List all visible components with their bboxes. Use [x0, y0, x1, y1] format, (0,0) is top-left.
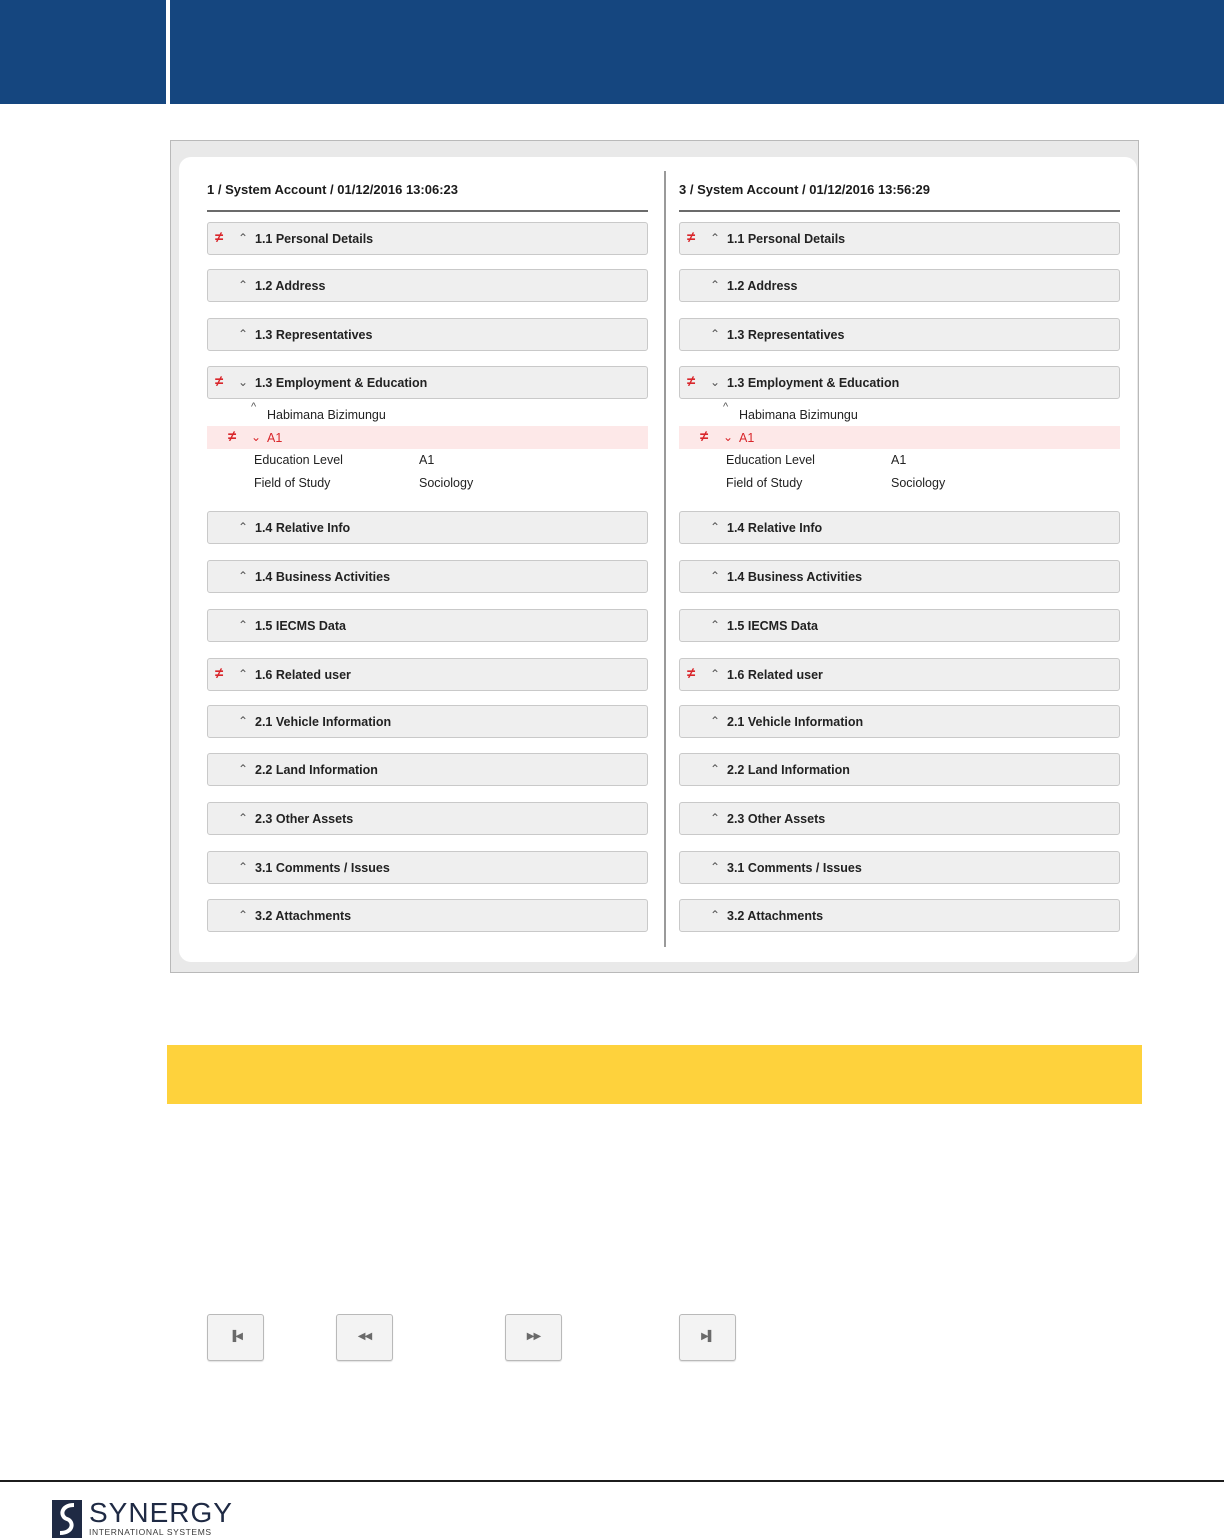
section-label: 2.2 Land Information: [255, 763, 378, 777]
section-header[interactable]: [207, 269, 648, 302]
next-record-button[interactable]: [505, 1314, 562, 1361]
field-value: A1: [419, 453, 435, 467]
section-label: 2.1 Vehicle Information: [727, 715, 864, 729]
synergy-logo-icon: [52, 1500, 82, 1538]
chevron-up-icon[interactable]: ⌃: [710, 908, 721, 922]
section-label: 1.4 Relative Info: [727, 521, 823, 535]
previous-icon: ◀◀: [357, 1331, 372, 1342]
field-label: Field of Study: [254, 476, 331, 490]
section-label: 1.3 Employment & Education: [255, 376, 428, 390]
comparison-screenshot: [170, 140, 1139, 973]
section-header[interactable]: [207, 318, 648, 351]
chevron-up-icon[interactable]: ⌃: [238, 278, 249, 292]
logo-tagline: INTERNATIONAL SYSTEMS: [89, 1527, 212, 1537]
field-label: Field of Study: [726, 476, 803, 490]
section-label: 1.6 Related user: [255, 668, 351, 682]
section-header[interactable]: [207, 899, 648, 932]
chevron-up-icon[interactable]: ⌃: [238, 569, 249, 583]
chevron-up-icon[interactable]: ⌃: [238, 231, 249, 245]
section-header[interactable]: [679, 366, 1120, 399]
last-record-button[interactable]: [679, 1314, 736, 1361]
section-header[interactable]: [679, 511, 1120, 544]
section-label: 3.1 Comments / Issues: [727, 861, 862, 875]
section-label: 1.1 Personal Details: [727, 232, 846, 246]
section-header[interactable]: [207, 753, 648, 786]
first-icon: ▐◀: [229, 1331, 242, 1342]
owner-name: Habimana Bizimungu: [739, 408, 858, 422]
chevron-up-icon[interactable]: ⌃: [238, 520, 249, 534]
synergy-logo: [52, 1497, 233, 1538]
section-label: 1.2 Address: [727, 279, 798, 293]
section-header[interactable]: [207, 705, 648, 738]
section-label: 1.5 IECMS Data: [727, 619, 819, 633]
chevron-up-icon[interactable]: ⌃: [238, 811, 249, 825]
chevron-down-icon[interactable]: ⌄: [710, 375, 721, 389]
section-label: 1.3 Representatives: [255, 328, 373, 342]
section-header[interactable]: [679, 705, 1120, 738]
chevron-up-icon[interactable]: ⌃: [710, 811, 721, 825]
section-header[interactable]: [207, 511, 648, 544]
section-header[interactable]: [679, 560, 1120, 593]
column-divider: [664, 171, 666, 947]
chevron-up-icon[interactable]: ⌃: [710, 667, 721, 681]
chevron-down-icon[interactable]: ⌄: [238, 375, 249, 389]
changed-record-row[interactable]: [207, 426, 648, 449]
chevron-up-icon[interactable]: ⌃: [238, 860, 249, 874]
section-label: 2.3 Other Assets: [255, 812, 354, 826]
chevron-up-icon[interactable]: ⌃: [238, 667, 249, 681]
field-label: Education Level: [254, 453, 343, 467]
section-header[interactable]: [679, 658, 1120, 691]
field-label: Education Level: [726, 453, 815, 467]
employment-details: [679, 399, 1120, 499]
chevron-up-icon[interactable]: ⌃: [710, 860, 721, 874]
chevron-up-icon[interactable]: ⌃: [238, 908, 249, 922]
first-record-button[interactable]: [207, 1314, 264, 1361]
header-banner: [0, 0, 1224, 104]
chevron-down-icon[interactable]: ⌄: [251, 430, 262, 444]
record-label: A1: [267, 431, 283, 445]
version-title-rule: [679, 210, 1120, 212]
not-equal-icon: ≠: [687, 229, 696, 246]
changed-record-row[interactable]: [679, 426, 1120, 449]
chevron-up-icon[interactable]: ⌃: [710, 278, 721, 292]
version-title-rule: [207, 210, 648, 212]
previous-record-button[interactable]: [336, 1314, 393, 1361]
section-header[interactable]: [207, 366, 648, 399]
section-label: 2.2 Land Information: [727, 763, 850, 777]
owner-name: Habimana Bizimungu: [267, 408, 386, 422]
field-value: Sociology: [419, 476, 474, 490]
header-banner-divider: [166, 0, 170, 104]
section-header[interactable]: [679, 753, 1120, 786]
section-label: 3.2 Attachments: [255, 909, 352, 923]
chevron-up-icon[interactable]: ⌃: [238, 714, 249, 728]
chevron-up-icon[interactable]: ⌃: [710, 714, 721, 728]
section-label: 2.3 Other Assets: [727, 812, 826, 826]
not-equal-icon: ≠: [215, 373, 224, 390]
section-label: 1.3 Employment & Education: [727, 376, 900, 390]
section-label: 1.6 Related user: [727, 668, 823, 682]
chevron-up-icon[interactable]: ⌃: [238, 618, 249, 632]
next-icon: ▶▶: [526, 1331, 541, 1342]
not-equal-icon: ≠: [215, 665, 224, 682]
section-label: 1.4 Relative Info: [255, 521, 351, 535]
chevron-up-icon[interactable]: ^: [723, 401, 729, 413]
section-label: 1.5 IECMS Data: [255, 619, 347, 633]
section-header[interactable]: [207, 560, 648, 593]
section-label: 1.3 Representatives: [727, 328, 845, 342]
chevron-up-icon[interactable]: ^: [251, 401, 257, 413]
chevron-up-icon[interactable]: ⌃: [710, 569, 721, 583]
version-title: 3 / System Account / 01/12/2016 13:56:29: [679, 182, 930, 197]
section-header[interactable]: [679, 269, 1120, 302]
not-equal-icon: ≠: [228, 428, 237, 445]
not-equal-icon: ≠: [687, 665, 696, 682]
section-header[interactable]: [207, 802, 648, 835]
chevron-up-icon[interactable]: ⌃: [238, 762, 249, 776]
chevron-down-icon[interactable]: ⌄: [723, 430, 734, 444]
chevron-up-icon[interactable]: ⌃: [710, 762, 721, 776]
section-header[interactable]: [207, 851, 648, 884]
chevron-up-icon[interactable]: ⌃: [710, 618, 721, 632]
chevron-up-icon[interactable]: ⌃: [238, 327, 249, 341]
section-header[interactable]: [679, 318, 1120, 351]
section-label: 1.4 Business Activities: [255, 570, 391, 584]
section-header[interactable]: [207, 658, 648, 691]
not-equal-icon: ≠: [700, 428, 709, 445]
section-header[interactable]: [679, 222, 1120, 255]
section-label: 1.4 Business Activities: [727, 570, 863, 584]
section-label: 3.1 Comments / Issues: [255, 861, 390, 875]
note-bar: [167, 1045, 1142, 1104]
field-value: A1: [891, 453, 907, 467]
last-icon: ▶▌: [701, 1331, 714, 1342]
section-label: 3.2 Attachments: [727, 909, 824, 923]
section-header[interactable]: [207, 609, 648, 642]
chevron-up-icon[interactable]: ⌃: [710, 327, 721, 341]
section-label: 1.2 Address: [255, 279, 326, 293]
section-header[interactable]: [679, 851, 1120, 884]
section-label: 2.1 Vehicle Information: [255, 715, 392, 729]
section-label: 1.1 Personal Details: [255, 232, 374, 246]
comparison-panel: [179, 157, 1137, 962]
version-title: 1 / System Account / 01/12/2016 13:06:23: [207, 182, 458, 197]
not-equal-icon: ≠: [215, 229, 224, 246]
chevron-up-icon[interactable]: ⌃: [710, 520, 721, 534]
footer-rule: [0, 1480, 1224, 1482]
chevron-up-icon[interactable]: ⌃: [710, 231, 721, 245]
logo-wordmark: SYNERGY: [89, 1497, 233, 1528]
not-equal-icon: ≠: [687, 373, 696, 390]
section-header[interactable]: [679, 802, 1120, 835]
field-value: Sociology: [891, 476, 946, 490]
section-header[interactable]: [207, 222, 648, 255]
employment-details: [207, 399, 648, 499]
record-label: A1: [739, 431, 755, 445]
section-header[interactable]: [679, 899, 1120, 932]
section-header[interactable]: [679, 609, 1120, 642]
